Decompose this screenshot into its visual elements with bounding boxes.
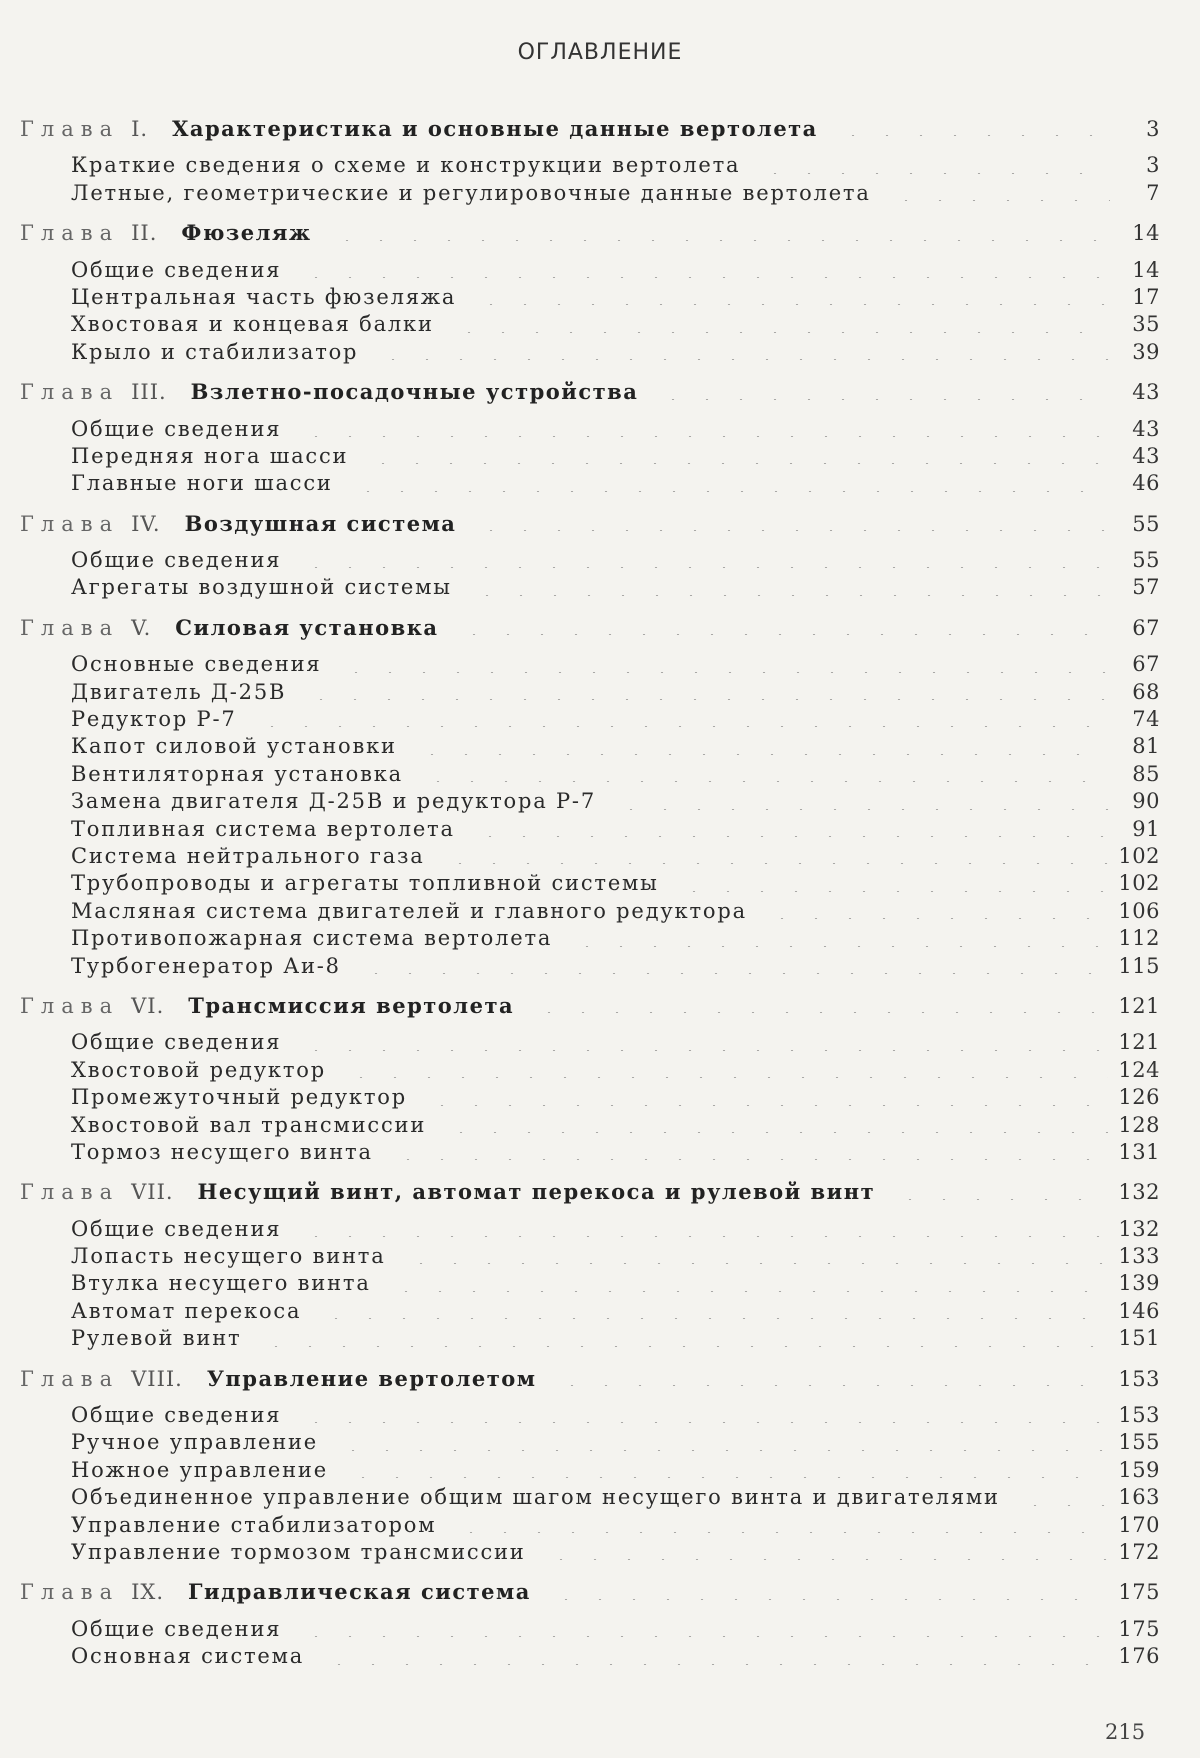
table-of-contents xyxy=(20,115,1160,1671)
chapter-page-number: 55 xyxy=(1132,511,1160,536)
entry-page-number: 39 xyxy=(1132,339,1160,364)
page-number: 215 xyxy=(1105,1720,1146,1744)
entry-title: Краткие сведения о схеме и конструкции вертолета xyxy=(71,153,741,178)
toc-entry xyxy=(20,1243,1160,1270)
entry-page-number: 102 xyxy=(1118,871,1160,896)
entry-title: Хвостовой вал трансмиссии xyxy=(71,1112,427,1137)
dot-leader xyxy=(396,1263,1109,1264)
toc-chapter xyxy=(20,510,1160,602)
toc-entry xyxy=(20,1402,1160,1429)
toc-entry xyxy=(20,706,1160,733)
dot-leader xyxy=(462,595,1110,596)
dot-leader xyxy=(828,135,1110,136)
toc-entry xyxy=(20,1216,1160,1243)
entry-title: Летные, геометрические и регулировочные данные вертолета xyxy=(71,180,871,205)
toc-chapter-heading xyxy=(20,614,1160,641)
entry-title: Промежуточный редуктор xyxy=(71,1085,407,1110)
entry-title: Общие сведения xyxy=(71,1030,282,1055)
chapter-spacer xyxy=(20,366,1160,378)
entry-title: Общие сведения xyxy=(71,548,282,573)
entry-title: Крыло и стабилизатор xyxy=(71,339,359,364)
toc-chapter xyxy=(20,1178,1160,1352)
toc-chapter-heading xyxy=(20,378,1160,405)
entry-title: Втулка несущего винта xyxy=(71,1271,371,1296)
toc-chapter-heading xyxy=(20,1578,1160,1605)
entry-page-number: 74 xyxy=(1132,707,1160,732)
entry-page-number: 170 xyxy=(1118,1512,1160,1537)
toc-entry xyxy=(20,761,1160,788)
chapter-spacer xyxy=(20,498,1160,510)
dot-leader xyxy=(885,1199,1108,1200)
chapter-spacer xyxy=(20,1166,1160,1178)
toc-entry xyxy=(20,152,1160,179)
chapter-title: Фюзеляж xyxy=(181,220,312,246)
entry-page-number: 106 xyxy=(1118,898,1160,923)
entry-title: Капот силовой установки xyxy=(71,734,397,759)
dot-leader xyxy=(413,781,1110,782)
dot-leader xyxy=(417,1105,1108,1106)
chapter-page-number: 132 xyxy=(1118,1180,1160,1205)
toc-chapter xyxy=(20,219,1160,366)
dot-leader xyxy=(669,891,1109,892)
dot-leader xyxy=(328,1450,1108,1451)
dot-leader xyxy=(541,1599,1109,1600)
dot-leader xyxy=(465,836,1110,837)
entry-title: Топливная система вертолета xyxy=(71,816,455,841)
entry-page-number: 68 xyxy=(1132,679,1160,704)
entry-page-number: 14 xyxy=(1132,257,1160,282)
dot-leader xyxy=(322,240,1110,241)
dot-leader xyxy=(466,304,1110,305)
entry-title: Тормоз несущего винта xyxy=(71,1139,373,1164)
dot-leader xyxy=(291,277,1110,278)
chapter-page-number: 67 xyxy=(1132,615,1160,640)
toc-entry xyxy=(20,1029,1160,1056)
entry-page-number: 133 xyxy=(1118,1244,1160,1269)
chapter-title: Управление вертолетом xyxy=(206,1365,537,1391)
chapter-word: Глава xyxy=(20,380,120,405)
toc-entry xyxy=(20,953,1160,980)
toc-chapter-heading xyxy=(20,992,1160,1019)
chapter-spacer xyxy=(20,207,1160,219)
chapter-spacer xyxy=(20,602,1160,614)
entry-page-number: 81 xyxy=(1132,734,1160,759)
chapter-title: Несущий винт, автомат перекоса и рулевой винт xyxy=(197,1179,876,1205)
toc-entry xyxy=(20,339,1160,366)
dot-leader xyxy=(383,1159,1109,1160)
entry-page-number: 155 xyxy=(1118,1430,1160,1455)
entry-page-number: 172 xyxy=(1118,1539,1160,1564)
dot-leader xyxy=(343,491,1110,492)
toc-entry xyxy=(20,1298,1160,1325)
chapter-spacer xyxy=(20,1566,1160,1578)
toc-chapter xyxy=(20,115,1160,207)
toc-entry xyxy=(20,1457,1160,1484)
toc-entry xyxy=(20,180,1160,207)
entry-page-number: 57 xyxy=(1132,575,1160,600)
dot-leader xyxy=(336,1077,1108,1078)
dot-leader xyxy=(648,399,1110,400)
entry-page-number: 121 xyxy=(1118,1030,1160,1055)
toc-chapter-heading xyxy=(20,510,1160,537)
toc-entry xyxy=(20,574,1160,601)
toc-entry xyxy=(20,651,1160,678)
chapter-page-number: 3 xyxy=(1146,117,1160,141)
toc-entry xyxy=(20,443,1160,470)
chapter-title: Взлетно-посадочные устройства xyxy=(190,379,639,405)
chapter-title: Силовая установка xyxy=(175,614,439,640)
dot-leader xyxy=(291,1636,1108,1637)
toc-entry xyxy=(20,1112,1160,1139)
entry-title: Общие сведения xyxy=(71,257,282,282)
entry-title: Центральная часть фюзеляжа xyxy=(71,284,457,309)
entry-title: Двигатель Д-25В xyxy=(71,679,287,704)
dot-leader xyxy=(524,1012,1108,1013)
entry-page-number: 17 xyxy=(1132,284,1160,309)
entry-title: Хвостовой редуктор xyxy=(71,1057,326,1082)
entry-title: Масляная система двигателей и главного редуктора xyxy=(71,898,747,923)
entry-page-number: 128 xyxy=(1118,1112,1160,1137)
dot-leader xyxy=(291,1236,1108,1237)
chapter-word: Глава xyxy=(20,615,120,640)
dot-leader xyxy=(368,359,1110,360)
entry-title: Управление тормозом трансмиссии xyxy=(71,1539,526,1564)
entry-page-number: 35 xyxy=(1132,312,1160,337)
entry-title: Рулевой винт xyxy=(71,1326,242,1351)
chapter-page-number: 153 xyxy=(1118,1366,1160,1391)
chapter-word: Глава xyxy=(20,1180,120,1205)
page-title: ОГЛАВЛЕНИЕ xyxy=(517,40,683,65)
entry-title: Общие сведения xyxy=(71,416,282,441)
chapter-number: VII. xyxy=(131,1180,174,1205)
toc-entry xyxy=(20,1139,1160,1166)
entry-title: Управление стабилизатором xyxy=(71,1512,437,1537)
toc-chapter-heading xyxy=(20,219,1160,246)
toc-chapter xyxy=(20,1365,1160,1567)
entry-page-number: 146 xyxy=(1118,1298,1160,1323)
dot-leader xyxy=(311,1318,1108,1319)
dot-leader xyxy=(291,1050,1108,1051)
dot-leader xyxy=(291,567,1110,568)
entry-page-number: 67 xyxy=(1132,652,1160,677)
dot-leader xyxy=(466,530,1110,531)
entry-page-number: 132 xyxy=(1118,1216,1160,1241)
dot-leader xyxy=(296,699,1110,700)
entry-title: Редуктор Р-7 xyxy=(71,707,237,732)
toc-entry xyxy=(20,284,1160,311)
entry-page-number: 175 xyxy=(1118,1616,1160,1641)
toc-entry xyxy=(20,1616,1160,1643)
dot-leader xyxy=(291,436,1110,437)
entry-title: Автомат перекоса xyxy=(71,1298,302,1323)
entry-title: Основные сведения xyxy=(71,652,322,677)
toc-entry xyxy=(20,679,1160,706)
chapter-title: Трансмиссия вертолета xyxy=(188,992,515,1018)
entry-page-number: 43 xyxy=(1132,443,1160,468)
dot-leader xyxy=(547,1385,1109,1386)
toc-entry xyxy=(20,788,1160,815)
entry-page-number: 91 xyxy=(1132,816,1160,841)
entry-page-number: 153 xyxy=(1118,1403,1160,1428)
toc-entry xyxy=(20,1484,1160,1511)
dot-leader xyxy=(757,918,1109,919)
dot-leader xyxy=(435,863,1109,864)
entry-title: Турбогенератор Аи-8 xyxy=(71,953,341,978)
entry-title: Главные ноги шасси xyxy=(71,471,333,496)
dot-leader xyxy=(351,973,1109,974)
entry-title: Ручное управление xyxy=(71,1430,319,1455)
entry-page-number: 163 xyxy=(1118,1485,1160,1510)
entry-title: Система нейтрального газа xyxy=(71,843,425,868)
entry-page-number: 3 xyxy=(1146,153,1160,178)
toc-entry xyxy=(20,547,1160,574)
chapter-word: Глава xyxy=(20,117,120,141)
toc-entry xyxy=(20,1512,1160,1539)
entry-title: Передняя нога шасси xyxy=(71,443,349,468)
entry-title: Основная система xyxy=(71,1644,305,1669)
entry-page-number: 176 xyxy=(1118,1644,1160,1669)
entry-title: Общие сведения xyxy=(71,1616,282,1641)
dot-leader xyxy=(251,1346,1108,1347)
chapter-number: VI. xyxy=(131,993,165,1018)
toc-entry xyxy=(20,1429,1160,1456)
toc-entry xyxy=(20,1325,1160,1352)
dot-leader xyxy=(331,672,1110,673)
entry-page-number: 102 xyxy=(1118,843,1160,868)
entry-page-number: 112 xyxy=(1118,926,1160,951)
toc-entry xyxy=(20,843,1160,870)
entry-title: Трубопроводы и агрегаты топливной системы xyxy=(71,871,659,896)
chapter-page-number: 14 xyxy=(1132,221,1160,246)
dot-leader xyxy=(314,1664,1108,1665)
entry-page-number: 55 xyxy=(1132,548,1160,573)
entry-title: Общие сведения xyxy=(71,1216,282,1241)
toc-chapter-heading xyxy=(20,1365,1160,1392)
entry-page-number: 43 xyxy=(1132,416,1160,441)
entry-title: Вентиляторная установка xyxy=(71,761,403,786)
toc-entry xyxy=(20,870,1160,897)
dot-leader xyxy=(1010,1505,1109,1506)
entry-page-number: 124 xyxy=(1118,1057,1160,1082)
dot-leader xyxy=(606,809,1110,810)
entry-page-number: 159 xyxy=(1118,1457,1160,1482)
dot-leader xyxy=(446,1532,1108,1533)
toc-entry xyxy=(20,1539,1160,1566)
chapter-word: Глава xyxy=(20,1580,120,1605)
dot-leader xyxy=(436,1132,1108,1133)
dot-leader xyxy=(381,1291,1109,1292)
dot-leader xyxy=(291,1422,1108,1423)
entry-title: Хвостовая и концевая балки xyxy=(71,312,434,337)
toc-chapter-heading xyxy=(20,115,1160,142)
chapter-title: Гидравлическая система xyxy=(188,1579,531,1605)
entry-title: Объединенное управление общим шагом несущего винта и двигателями xyxy=(71,1485,1000,1510)
entry-page-number: 115 xyxy=(1118,953,1160,978)
entry-page-number: 7 xyxy=(1146,180,1160,205)
dot-leader xyxy=(750,173,1110,174)
toc-entry xyxy=(20,311,1160,338)
entry-title: Противопожарная система вертолета xyxy=(71,926,553,951)
chapter-spacer xyxy=(20,980,1160,992)
entry-title: Ножное управление xyxy=(71,1457,328,1482)
entry-page-number: 151 xyxy=(1118,1326,1160,1351)
toc-entry xyxy=(20,733,1160,760)
toc-chapter xyxy=(20,1578,1160,1670)
dot-leader xyxy=(444,332,1110,333)
chapter-number: III. xyxy=(131,380,167,405)
chapter-word: Глава xyxy=(20,221,120,246)
chapter-number: VIII. xyxy=(131,1366,183,1391)
toc-entry xyxy=(20,1084,1160,1111)
dot-leader xyxy=(881,200,1110,201)
chapter-number: I. xyxy=(131,117,149,141)
dot-leader xyxy=(536,1559,1109,1560)
chapter-page-number: 121 xyxy=(1118,993,1160,1018)
chapter-number: V. xyxy=(131,615,152,640)
chapter-page-number: 43 xyxy=(1132,380,1160,405)
toc-chapter xyxy=(20,614,1160,980)
chapter-number: IX. xyxy=(131,1580,165,1605)
toc-entry xyxy=(20,1270,1160,1297)
chapter-title: Характеристика и основные данные вертолета xyxy=(172,116,818,141)
toc-chapter xyxy=(20,992,1160,1166)
toc-entry xyxy=(20,470,1160,497)
dot-leader xyxy=(338,1477,1108,1478)
chapter-word: Глава xyxy=(20,1366,120,1391)
entry-page-number: 131 xyxy=(1118,1139,1160,1164)
toc-entry xyxy=(20,1643,1160,1670)
dot-leader xyxy=(407,754,1110,755)
entry-page-number: 85 xyxy=(1132,761,1160,786)
entry-page-number: 46 xyxy=(1132,471,1160,496)
entry-title: Замена двигателя Д-25В и редуктора Р-7 xyxy=(71,789,596,814)
chapter-spacer xyxy=(20,1353,1160,1365)
toc-entry xyxy=(20,898,1160,925)
entry-page-number: 139 xyxy=(1118,1271,1160,1296)
chapter-number: II. xyxy=(131,221,158,246)
entry-page-number: 90 xyxy=(1132,789,1160,814)
entry-title: Лопасть несущего винта xyxy=(71,1244,386,1269)
dot-leader xyxy=(358,463,1110,464)
toc-entry xyxy=(20,1057,1160,1084)
toc-entry xyxy=(20,416,1160,443)
toc-entry xyxy=(20,816,1160,843)
entry-page-number: 126 xyxy=(1118,1085,1160,1110)
chapter-number: IV. xyxy=(131,511,161,536)
chapter-title: Воздушная система xyxy=(184,510,457,536)
entry-title: Общие сведения xyxy=(71,1403,282,1428)
toc-entry xyxy=(20,925,1160,952)
chapter-word: Глава xyxy=(20,511,120,536)
entry-title: Агрегаты воздушной системы xyxy=(71,575,452,600)
chapter-page-number: 175 xyxy=(1118,1580,1160,1605)
dot-leader xyxy=(449,634,1111,635)
chapter-word: Глава xyxy=(20,993,120,1018)
dot-leader xyxy=(247,726,1110,727)
dot-leader xyxy=(562,946,1108,947)
toc-chapter xyxy=(20,378,1160,498)
toc-chapter-heading xyxy=(20,1178,1160,1205)
toc-entry xyxy=(20,257,1160,284)
